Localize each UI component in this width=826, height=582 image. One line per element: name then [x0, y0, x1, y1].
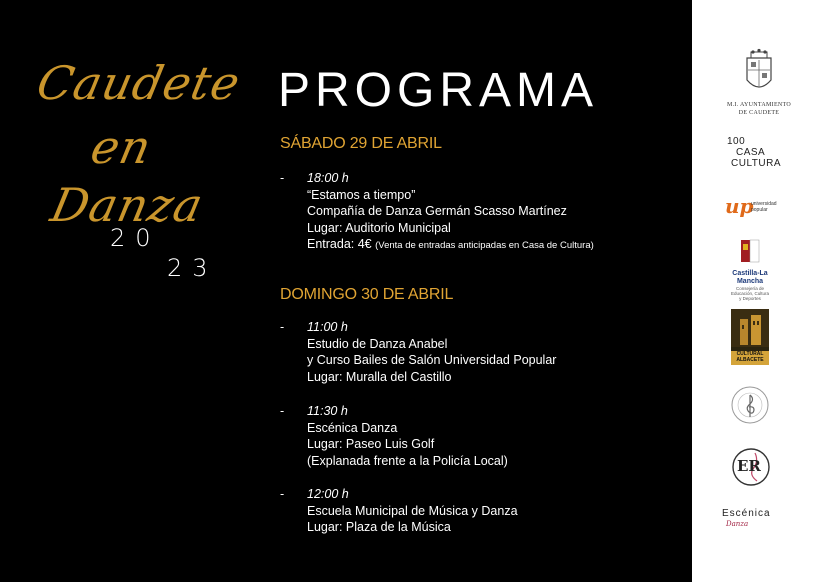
event-time: 12:00 h [307, 487, 349, 501]
event-line: Lugar: Auditorio Municipal [307, 220, 451, 235]
event-line: Lugar: Muralla del Castillo [307, 369, 452, 384]
page-title: PROGRAMA [278, 64, 599, 117]
event-line: “Estamos a tiempo” [307, 187, 416, 202]
list-dash: - [280, 487, 285, 501]
sponsor-er-danza [729, 445, 773, 489]
logo-line-caudete: Caudete [32, 56, 246, 110]
casa-cultura-word1: CASA [736, 147, 766, 158]
clm-flag-icon [720, 238, 780, 266]
clm-line2: Educación, Cultura [730, 291, 770, 296]
er-mark: ER [737, 457, 761, 475]
event-line: Compañía de Danza Germán Scasso Martínez [307, 204, 567, 219]
list-dash: - [280, 171, 285, 185]
event-line: Escénica Danza [307, 420, 398, 435]
tower-icon [731, 309, 769, 347]
clm-name: Castilla-La Mancha [732, 270, 768, 285]
treble-clef-seal-icon [730, 385, 770, 425]
sponsor-ayuntamiento [712, 48, 806, 118]
up-line1: universidad [751, 201, 777, 207]
sponsor-castilla-la-mancha [720, 238, 780, 301]
event-entry [307, 236, 594, 255]
sponsor-escuela-musica [730, 385, 770, 425]
event-line: y Curso Bailes de Salón Universidad Popular [307, 353, 557, 368]
sponsor-universidad-popular [725, 195, 785, 225]
event-time: 11:30 h [307, 404, 348, 418]
event-time: 11:00 h [307, 320, 348, 334]
list-dash: - [280, 320, 285, 334]
sponsor-escenica-danza [722, 508, 792, 534]
event-line: Estudio de Danza Anabel [307, 336, 448, 351]
escenica-name: Escénica [722, 508, 771, 519]
logo-year-bottom: 23 [167, 254, 218, 282]
coat-of-arms-icon [712, 48, 806, 98]
day-heading-sunday: DOMINGO 30 DE ABRIL [280, 286, 454, 303]
sponsor-cultural-albacete [731, 309, 769, 361]
clm-line1: Consejería de [735, 286, 765, 291]
logo-year-top: 20 [110, 224, 161, 252]
entry-price: Entrada: 4€ [307, 237, 372, 252]
logo-line-en: en [86, 120, 157, 174]
event-line: Lugar: Plaza de la Música [307, 520, 451, 535]
entry-note: (Venta de entradas anticipadas en Casa de Cultura) [375, 240, 594, 252]
event-logo [30, 48, 260, 288]
ayuntamiento-line2: DE CAUDETE [738, 109, 780, 116]
logo-line-danza: Danza [46, 178, 209, 232]
up-mark: up [725, 194, 754, 218]
sponsor-casa-cultura [727, 136, 787, 176]
escenica-sub: Danza [726, 520, 749, 528]
casa-cultura-word2: CULTURA [731, 158, 781, 169]
albacete-line1: CULTURAL [736, 351, 764, 357]
event-time: 18:00 h [307, 171, 349, 185]
albacete-line2: ALBACETE [736, 357, 764, 363]
event-line: Lugar: Paseo Luis Golf [307, 437, 435, 452]
event-line: (Explanada frente a la Policía Local) [307, 453, 508, 468]
sponsor-sidebar [692, 0, 826, 582]
event-line: Escuela Municipal de Música y Danza [307, 503, 518, 518]
up-line2: popular [751, 207, 768, 213]
ayuntamiento-line1: M.I. AYUNTAMIENTO [726, 102, 792, 108]
list-dash: - [280, 404, 285, 418]
casa-cultura-num: 100 [727, 136, 746, 147]
day-heading-saturday: SÁBADO 29 DE ABRIL [280, 135, 442, 152]
clm-line3: y Deportes [739, 296, 761, 301]
